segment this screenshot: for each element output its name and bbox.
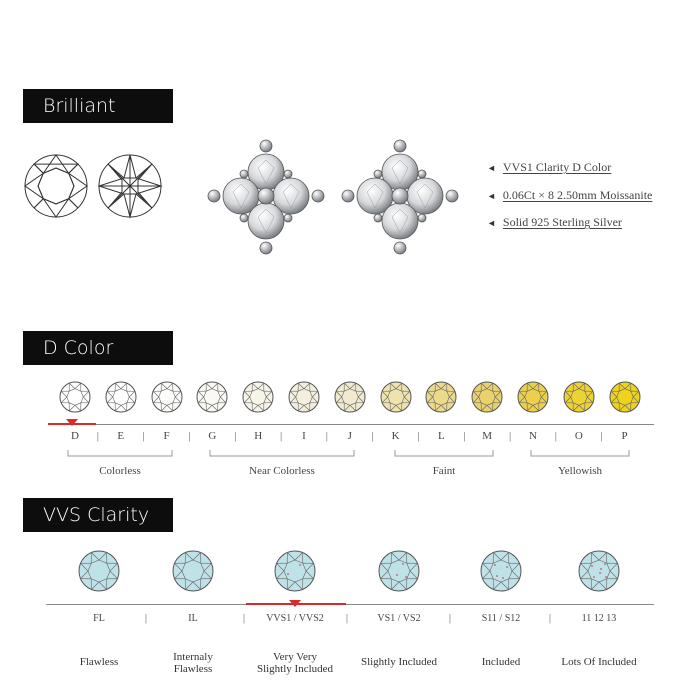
clarity-scale-line — [46, 604, 654, 605]
group-bracket-near-colorless — [210, 450, 356, 462]
color-stone-f — [151, 381, 183, 413]
clarity-grade-separator: | — [548, 612, 552, 624]
clarity-grade-separator: | — [242, 612, 246, 624]
clarity-grade-code: 11 12 13 — [581, 613, 617, 624]
color-stone-n — [517, 381, 549, 413]
brilliant-cut-crown-diagram — [24, 154, 88, 218]
clarity-grade-code: S11 / S12 — [481, 613, 521, 624]
clarity-desc-line: Slightly Included — [360, 656, 438, 668]
color-grade-letter: F — [163, 430, 170, 442]
color-stone-e — [105, 381, 137, 413]
color-grade-letter: I — [302, 430, 306, 442]
color-grade-letter: D — [71, 430, 79, 442]
color-grade-letter: M — [482, 430, 493, 442]
clarity-stone — [172, 550, 214, 592]
section-title-vvs-clarity: VVS Clarity — [23, 498, 173, 532]
color-scale-line — [48, 424, 654, 425]
color-grade-separator: | — [417, 430, 420, 442]
clarity-grade-description — [344, 656, 454, 668]
color-stone-g — [196, 381, 228, 413]
left-arrow-icon: ◄ — [487, 218, 496, 228]
color-stone-k — [380, 381, 412, 413]
color-stone-j — [334, 381, 366, 413]
heart-marker-icon — [66, 419, 78, 426]
section-title-brilliant-cut: Brilliant Cut — [23, 89, 173, 123]
feature-clarity-color: ◄ VVS1 Clarity D Color — [487, 160, 612, 174]
clarity-desc-line: Flawless — [79, 656, 119, 668]
color-stone-h — [242, 381, 274, 413]
clarity-desc-line: Lots Of Included — [561, 656, 637, 668]
color-grade-letter: K — [391, 430, 400, 442]
clarity-grade-description — [446, 656, 556, 668]
color-grade-separator: | — [371, 430, 374, 442]
clarity-stone — [274, 550, 316, 592]
brilliant-cut-pavilion-diagram — [98, 154, 162, 218]
clarity-desc-line: Internaly — [173, 651, 213, 663]
clarity-grade-separator: | — [448, 612, 452, 624]
color-grade-separator: | — [279, 430, 283, 442]
clarity-grade-code: FL — [93, 613, 105, 624]
clarity-stone — [480, 550, 522, 592]
clarity-grade-code: VS1 / VS2 — [377, 613, 421, 624]
group-label-colorless: Colorless — [99, 465, 141, 477]
group-bracket-faint — [395, 450, 495, 462]
feature-moissanite: ◄ 0.06Ct × 8 2.50mm Moissanite — [487, 188, 653, 202]
clarity-grade-code: IL — [188, 613, 198, 624]
clarity-stone — [578, 550, 620, 592]
heart-marker-icon — [289, 600, 301, 607]
color-stone-i — [288, 381, 320, 413]
feature-silver: ◄ Solid 925 Sterling Silver — [487, 215, 622, 229]
clarity-desc-line: Slightly Included — [256, 663, 334, 675]
group-label-yellowish: Yellowish — [557, 465, 603, 477]
color-grade-letter: J — [347, 430, 352, 442]
earring-right-image — [342, 138, 458, 264]
clarity-desc-line: Included — [481, 656, 521, 668]
left-arrow-icon: ◄ — [487, 163, 496, 173]
clarity-grade-code: VVS1 / VVS2 — [266, 613, 324, 624]
color-stone-m — [471, 381, 503, 413]
group-label-near-colorless: Near Colorless — [249, 465, 315, 477]
color-grade-separator: | — [188, 430, 191, 442]
color-stone-o — [563, 381, 595, 413]
clarity-desc-line: Very Very — [272, 651, 318, 663]
clarity-grade-description — [544, 656, 654, 668]
clarity-stone — [78, 550, 120, 592]
left-arrow-icon: ◄ — [487, 191, 496, 201]
color-grade-separator: | — [142, 430, 145, 442]
color-grade-letter: E — [117, 430, 125, 442]
clarity-desc-line: Flawless — [173, 663, 213, 675]
group-bracket-colorless — [68, 450, 174, 462]
clarity-grade-description — [138, 651, 248, 675]
group-bracket-yellowish — [531, 450, 631, 462]
color-grade-separator: | — [508, 430, 512, 442]
clarity-grade-separator: | — [345, 612, 349, 624]
color-grade-separator: | — [554, 430, 557, 442]
clarity-grade-separator: | — [144, 612, 148, 624]
color-stone-p — [609, 381, 641, 413]
color-grade-letter: H — [254, 430, 263, 442]
color-stone-l — [425, 381, 457, 413]
color-grade-separator: | — [600, 430, 603, 442]
section-title-d-color: D Color — [23, 331, 173, 365]
color-stone-d — [59, 381, 91, 413]
clarity-grade-description — [240, 651, 350, 675]
color-grade-letter: P — [621, 430, 628, 442]
color-grade-separator: | — [96, 430, 99, 442]
color-grade-letter: G — [208, 430, 217, 442]
color-grade-separator: | — [234, 430, 237, 442]
group-label-faint: Faint — [432, 465, 456, 477]
color-grade-letter: N — [529, 430, 537, 442]
color-grade-letter: O — [574, 430, 583, 442]
clarity-stone — [378, 550, 420, 592]
color-grade-separator: | — [325, 430, 328, 442]
color-grade-separator: | — [463, 430, 466, 442]
color-grade-letter: L — [438, 430, 445, 442]
earring-left-image — [208, 138, 324, 264]
